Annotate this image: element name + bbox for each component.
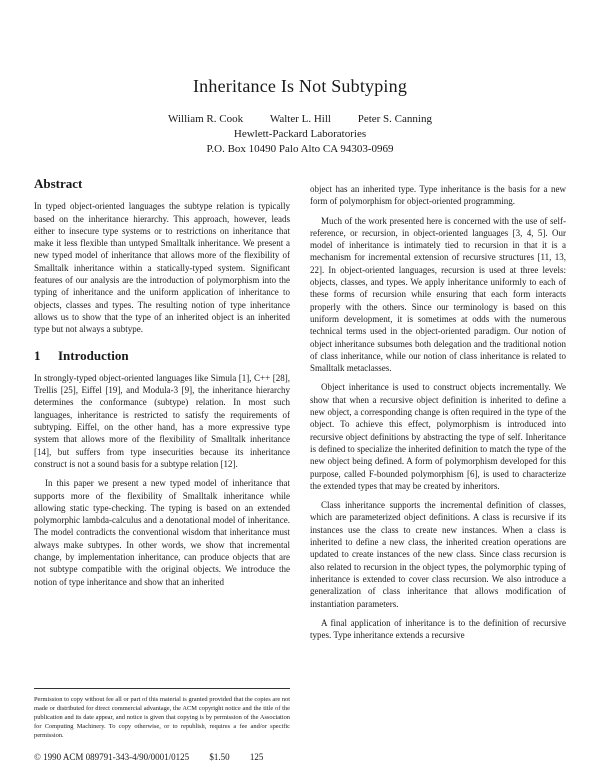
section-heading-introduction bbox=[34, 347, 290, 363]
section-title: Introduction bbox=[58, 347, 129, 363]
paragraph: In this paper we present a new typed model of inheritance that supports more of the flexibility of Smalltalk inheritance while allowing static type-checking. The typing is based on an extended polymorphic lambda-calculus and a denotational model of inheritance. The model contradicts the conventional wisdom that inheritance must always make subtypes. In other words, we show that incremental change, by implementation inheritance, can produce objects that are not subtype compatible with the original objects. We introduce the notion of type inheritance and show that an inherited bbox=[34, 478, 290, 587]
copyright-notice: © 1990 ACM 089791-343-4/90/0001/0125 bbox=[34, 752, 190, 762]
paragraph: Class inheritance supports the incremental definition of classes, which are parameterized object definitions. A class is recursive if its instances use the class to create new instances. When a class is inherited to define a new class, the inherited creation operations are updated to create instances of the new class. Since class recursion is also related to recursion in the object types, the polymorphic typing of inheritance is extended to cover class recursion. We also introduce a generalization of class inheritance that allows modification of instantiation parameters. bbox=[310, 500, 566, 609]
paragraph: Object inheritance is used to construct objects incrementally. We show that when a recursive object definition is inherited to define a new object, a corresponding change is often required in the type of the object. To achieve this effect, polymorphism is introduced into recursive object definitions by abstracting the type of self. Inheritance is defined to specialize the inherited definition to match the type of the new object being defined. A form of polymorphism developed for this purpose, called F-bounded polymorphism [6], is used to characterize the extended types that may be created by inheritors. bbox=[310, 382, 566, 491]
abstract-heading: Abstract bbox=[34, 176, 83, 191]
copyright-line bbox=[34, 752, 324, 762]
abstract-text: In typed object-oriented languages the subtype relation is typically based on the inheritance hierarchy. This approach, however, leads either to insecure type systems or to restrictions on inheritance that make it less flexible than untyped Smalltalk inheritance. We present a new typed model of inheritance that allows more of the flexibility of Smalltalk inheritance within a statically-typed system. Significant features of our analysis are the introduction of polymorphism into the typing of inheritance and the uniform application of inheritance to objects, classes and types. The resulting notion of type inheritance allows us to show that the type of an inherited object is an inherited type but not always a subtype. bbox=[34, 201, 290, 335]
author-block bbox=[0, 112, 600, 157]
paper-title: Inheritance Is Not Subtyping bbox=[192, 76, 408, 96]
author-name: William R. Cook bbox=[168, 113, 244, 125]
permission-footnote: Permission to copy without fee all or part of this material is granted provided that the copies are not made or distributed for direct commercial advantage, the ACM copyright notice and the title of the publication and its date appear, and notice is given that copying is by permission of the Association for Computing Machinery. To copy otherwise, or to republish, requires a fee and/or specific permission. bbox=[34, 688, 290, 740]
author-name: Walter L. Hill bbox=[269, 113, 331, 125]
section-number: 1 bbox=[34, 347, 41, 363]
price: $1.50 bbox=[209, 752, 230, 762]
paragraph: object has an inherited type. Type inheritance is the basis for a new form of polymorphism for object-oriented programming. bbox=[310, 184, 566, 207]
left-column bbox=[34, 178, 290, 595]
address: P.O. Box 10490 Palo Alto CA 94303-0969 bbox=[206, 143, 394, 155]
paragraph: Much of the work presented here is concerned with the use of self-reference, or recursion, in object-oriented languages [3, 4, 5]. Our model of inheritance is intimately tied to recursion in that it is a mechanism for incremental extension of recursive structures [11, 13, 22]. In object-oriented languages, recursion is used at three levels: objects, classes, and types. We apply inheritance uniformly to each of these forms of recursion while ensuring that each form interacts properly with the others. Since our terminology is based on this uniform development, it is sometimes at odds with the numerous technical terms used in the object-oriented paradigm. Our notion of object inheritance subsumes both delegation and the traditional notion of class inheritance, while our notion of class inheritance is related to Smalltalk metaclasses. bbox=[310, 215, 566, 374]
affiliation: Hewlett-Packard Laboratories bbox=[233, 128, 367, 140]
paragraph: A final application of inheritance is to the definition of recursive types. Type inheritance extends a recursive bbox=[310, 617, 566, 641]
author-names bbox=[0, 112, 600, 127]
page-number: 125 bbox=[249, 752, 264, 762]
paragraph: In strongly-typed object-oriented languages like Simula [1], C++ [28], Trellis [25], Eiffel [19], and Modula-3 [9], the inheritance hierarchy determines the conformance (subtype) relation. In most such languages, inheritance is restricted to satisfy the requirements of subtyping. Eiffel, on the other hand, has a more expressive type system that allows more of the flexibility of Smalltalk inheritance [14], but suffers from type insecurities because its inheritance construct is not a sound basis for a subtype relation [12]. bbox=[34, 372, 290, 469]
author-name: Peter S. Canning bbox=[357, 113, 432, 125]
right-column bbox=[310, 183, 566, 648]
